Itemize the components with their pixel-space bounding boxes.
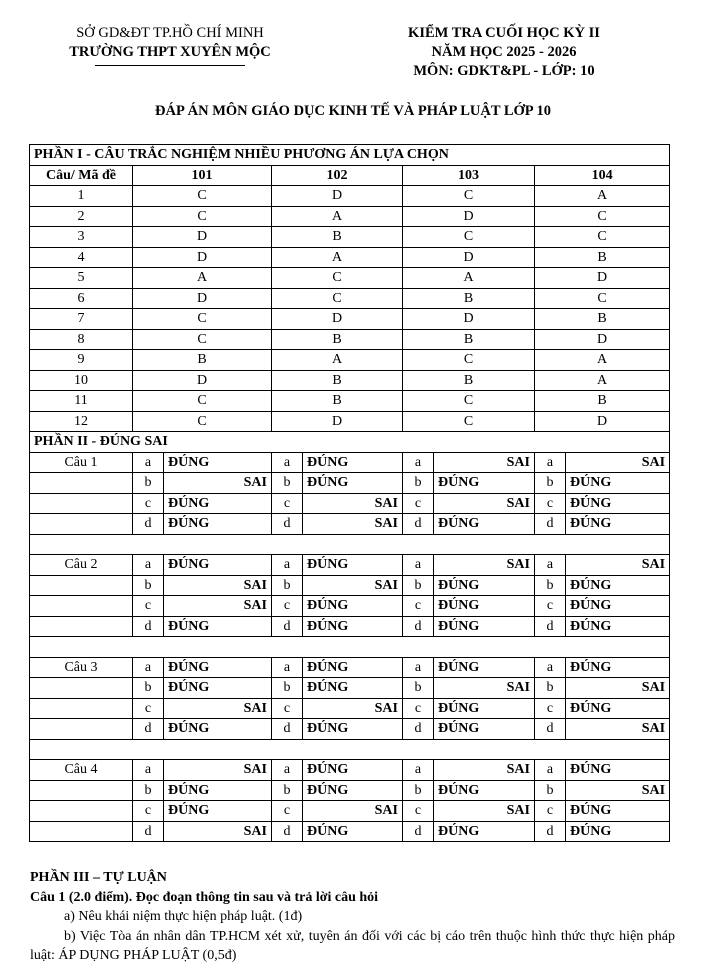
statement-letter: d <box>272 719 303 740</box>
tf-answer-cell: ĐÚNG <box>164 493 272 514</box>
tf-answer-cell: ĐÚNG <box>303 596 403 617</box>
tf-answer-cell: ĐÚNG <box>434 473 535 494</box>
tf-answer-cell: ĐÚNG <box>164 678 272 699</box>
tf-answer-cell: SAI <box>164 575 272 596</box>
mc-answer-row <box>30 186 670 207</box>
header-right <box>374 24 634 81</box>
mc-answer-cell: D <box>272 186 403 207</box>
statement-letter: d <box>272 821 303 842</box>
exam-name: KIỂM TRA CUỐI HỌC KỲ II <box>408 25 600 41</box>
mc-answer-cell: B <box>535 247 670 268</box>
tf-answer-cell: ĐÚNG <box>164 514 272 535</box>
mc-answer-cell: A <box>272 206 403 227</box>
question-number: 11 <box>30 391 133 412</box>
tf-answer-row <box>30 616 670 637</box>
tf-answer-cell: ĐÚNG <box>164 657 272 678</box>
tf-answer-cell: ĐÚNG <box>566 575 670 596</box>
spacer-row <box>30 534 670 555</box>
tf-answer-cell: ĐÚNG <box>303 555 403 576</box>
statement-letter: d <box>403 616 434 637</box>
mc-answer-cell: C <box>133 186 272 207</box>
statement-letter: d <box>133 514 164 535</box>
exam-code-header: 101 <box>133 165 272 186</box>
tf-answer-cell: SAI <box>164 596 272 617</box>
statement-letter: b <box>535 473 566 494</box>
tf-answer-cell: ĐÚNG <box>434 575 535 596</box>
question-number: 4 <box>30 247 133 268</box>
header-divider <box>95 65 245 66</box>
mc-answer-row <box>30 329 670 350</box>
mc-answer-row <box>30 391 670 412</box>
mc-answer-row <box>30 411 670 432</box>
tf-question-label <box>30 514 133 535</box>
tf-answer-cell: SAI <box>303 493 403 514</box>
tf-answer-cell: SAI <box>566 678 670 699</box>
statement-letter: b <box>403 575 434 596</box>
mc-answer-row <box>30 247 670 268</box>
tf-answer-cell: SAI <box>434 493 535 514</box>
tf-question-label <box>30 596 133 617</box>
department-name: SỞ GD&ĐT TP.HỒ CHÍ MINH <box>76 25 264 41</box>
part2-title-row <box>30 432 670 453</box>
tf-answer-cell: ĐÚNG <box>566 760 670 781</box>
part3-title: PHẦN III – TỰ LUẬN <box>30 870 167 885</box>
mc-answer-cell: A <box>403 268 535 289</box>
tf-answer-cell: ĐÚNG <box>303 821 403 842</box>
tf-answer-cell: ĐÚNG <box>434 821 535 842</box>
subject-grade: MÔN: GDKT&PL - LỚP: 10 <box>413 63 595 79</box>
statement-letter: a <box>272 555 303 576</box>
mc-answer-row <box>30 350 670 371</box>
mc-answer-cell: C <box>403 186 535 207</box>
part1-header-row <box>30 165 670 186</box>
tf-question-label <box>30 801 133 822</box>
tf-answer-cell: ĐÚNG <box>303 780 403 801</box>
statement-letter: c <box>535 596 566 617</box>
statement-letter: d <box>535 514 566 535</box>
tf-answer-cell: SAI <box>434 452 535 473</box>
part3-section <box>30 868 675 966</box>
tf-question-label <box>30 719 133 740</box>
tf-answer-row <box>30 821 670 842</box>
statement-letter: b <box>272 678 303 699</box>
statement-letter: a <box>403 657 434 678</box>
mc-answer-cell: B <box>403 370 535 391</box>
tf-answer-cell: SAI <box>434 555 535 576</box>
mc-answer-cell: D <box>403 309 535 330</box>
tf-answer-cell: SAI <box>303 698 403 719</box>
mc-answer-cell: A <box>535 186 670 207</box>
exam-code-header: 102 <box>272 165 403 186</box>
mc-answer-cell: A <box>133 268 272 289</box>
mc-answer-cell: A <box>272 247 403 268</box>
statement-letter: b <box>272 575 303 596</box>
tf-answer-cell: ĐÚNG <box>303 657 403 678</box>
statement-letter: d <box>535 821 566 842</box>
tf-answer-cell: ĐÚNG <box>434 514 535 535</box>
question-number: 3 <box>30 227 133 248</box>
tf-answer-cell: ĐÚNG <box>566 514 670 535</box>
tf-answer-row <box>30 473 670 494</box>
tf-answer-cell: ĐÚNG <box>566 801 670 822</box>
statement-letter: b <box>403 780 434 801</box>
tf-question-label <box>30 780 133 801</box>
mc-answer-cell: C <box>272 268 403 289</box>
statement-letter: c <box>272 698 303 719</box>
question-code-label: Câu/ Mã đề <box>30 165 133 186</box>
tf-answer-cell: SAI <box>164 760 272 781</box>
statement-letter: b <box>133 678 164 699</box>
mc-answer-cell: B <box>535 391 670 412</box>
tf-answer-cell: ĐÚNG <box>164 555 272 576</box>
mc-answer-row <box>30 206 670 227</box>
spacer-cell <box>30 534 670 555</box>
tf-answer-cell: ĐÚNG <box>434 719 535 740</box>
statement-letter: c <box>403 493 434 514</box>
statement-letter: b <box>535 678 566 699</box>
part2-title: PHẦN II - ĐÚNG SAI <box>30 432 670 453</box>
statement-letter: c <box>403 801 434 822</box>
mc-answer-cell: B <box>272 329 403 350</box>
mc-answer-cell: C <box>535 288 670 309</box>
statement-letter: b <box>535 575 566 596</box>
mc-answer-cell: C <box>403 391 535 412</box>
exam-code-header: 103 <box>403 165 535 186</box>
mc-answer-cell: C <box>535 227 670 248</box>
tf-answer-row <box>30 514 670 535</box>
tf-answer-cell: SAI <box>566 719 670 740</box>
mc-answer-cell: C <box>133 309 272 330</box>
question-number: 5 <box>30 268 133 289</box>
tf-answer-cell: ĐÚNG <box>164 616 272 637</box>
statement-letter: a <box>133 657 164 678</box>
statement-letter: c <box>535 801 566 822</box>
statement-letter: c <box>403 698 434 719</box>
statement-letter: d <box>133 719 164 740</box>
tf-answer-row <box>30 780 670 801</box>
statement-letter: a <box>535 452 566 473</box>
tf-answer-cell: ĐÚNG <box>303 452 403 473</box>
tf-answer-row <box>30 678 670 699</box>
tf-question-label <box>30 821 133 842</box>
mc-answer-cell: B <box>272 227 403 248</box>
statement-letter: a <box>133 452 164 473</box>
mc-answer-cell: D <box>272 309 403 330</box>
tf-question-label <box>30 473 133 494</box>
header-left <box>40 24 300 66</box>
tf-question-label <box>30 678 133 699</box>
statement-letter: d <box>535 616 566 637</box>
tf-answer-cell: ĐÚNG <box>303 473 403 494</box>
exam-code-header: 104 <box>535 165 670 186</box>
tf-answer-cell: ĐÚNG <box>303 760 403 781</box>
mc-answer-cell: B <box>403 329 535 350</box>
tf-answer-cell: ĐÚNG <box>566 657 670 678</box>
question-number: 1 <box>30 186 133 207</box>
essay-question-1-a: a) Nêu khái niệm thực hiện pháp luật. (1đ) <box>64 909 303 924</box>
tf-answer-cell: SAI <box>164 821 272 842</box>
mc-answer-row <box>30 370 670 391</box>
mc-answer-cell: D <box>535 411 670 432</box>
tf-answer-cell: ĐÚNG <box>164 780 272 801</box>
tf-question-label <box>30 493 133 514</box>
essay-question-1-b: b) Việc Tòa án nhân dân TP.HCM xét xử, tuyên án đối với các bị cáo trên thuộc hình thức thực hiện pháp luật: ÁP DỤNG PHÁP LUẬT (0,5đ) <box>30 928 675 963</box>
spacer-cell <box>30 637 670 658</box>
statement-letter: a <box>272 760 303 781</box>
mc-answer-cell: A <box>272 350 403 371</box>
statement-letter: b <box>133 473 164 494</box>
statement-letter: d <box>403 821 434 842</box>
mc-answer-cell: C <box>403 227 535 248</box>
statement-letter: b <box>272 473 303 494</box>
statement-letter: c <box>133 596 164 617</box>
tf-question-label <box>30 616 133 637</box>
tf-answer-cell: ĐÚNG <box>164 801 272 822</box>
statement-letter: d <box>403 719 434 740</box>
mc-answer-cell: B <box>403 288 535 309</box>
statement-letter: a <box>403 452 434 473</box>
statement-letter: d <box>272 616 303 637</box>
statement-letter: a <box>403 555 434 576</box>
question-number: 12 <box>30 411 133 432</box>
statement-letter: d <box>535 719 566 740</box>
spacer-row <box>30 637 670 658</box>
statement-letter: c <box>133 801 164 822</box>
statement-letter: b <box>403 473 434 494</box>
spacer-row <box>30 739 670 760</box>
mc-answer-cell: C <box>272 288 403 309</box>
mc-answer-cell: A <box>535 370 670 391</box>
mc-answer-cell: B <box>272 370 403 391</box>
statement-letter: a <box>272 452 303 473</box>
tf-answer-cell: SAI <box>164 698 272 719</box>
statement-letter: d <box>133 616 164 637</box>
spacer-cell <box>30 739 670 760</box>
tf-question-label: Câu 1 <box>30 452 133 473</box>
tf-answer-cell: SAI <box>566 555 670 576</box>
mc-answer-cell: D <box>403 247 535 268</box>
tf-answer-cell: SAI <box>303 575 403 596</box>
school-name: TRƯỜNG THPT XUYÊN MỘC <box>69 44 271 60</box>
question-number: 2 <box>30 206 133 227</box>
statement-letter: c <box>535 698 566 719</box>
tf-answer-row <box>30 657 670 678</box>
question-number: 7 <box>30 309 133 330</box>
statement-letter: c <box>133 493 164 514</box>
answer-table <box>29 144 670 842</box>
tf-question-label <box>30 698 133 719</box>
tf-answer-cell: SAI <box>434 678 535 699</box>
mc-answer-cell: C <box>535 206 670 227</box>
tf-answer-row <box>30 760 670 781</box>
tf-answer-cell: ĐÚNG <box>566 821 670 842</box>
mc-answer-cell: C <box>133 391 272 412</box>
mc-answer-cell: D <box>133 227 272 248</box>
mc-answer-cell: C <box>403 411 535 432</box>
tf-answer-cell: SAI <box>434 760 535 781</box>
tf-answer-cell: ĐÚNG <box>434 698 535 719</box>
question-number: 8 <box>30 329 133 350</box>
tf-question-label: Câu 2 <box>30 555 133 576</box>
mc-answer-cell: D <box>133 247 272 268</box>
tf-answer-cell: ĐÚNG <box>434 616 535 637</box>
school-year: NĂM HỌC 2025 - 2026 <box>431 44 577 60</box>
statement-letter: a <box>133 555 164 576</box>
tf-answer-cell: ĐÚNG <box>566 616 670 637</box>
statement-letter: d <box>403 514 434 535</box>
tf-question-label: Câu 4 <box>30 760 133 781</box>
tf-answer-cell: ĐÚNG <box>434 780 535 801</box>
statement-letter: c <box>535 493 566 514</box>
tf-answer-cell: ĐÚNG <box>434 657 535 678</box>
statement-letter: c <box>272 493 303 514</box>
mc-answer-cell: C <box>133 411 272 432</box>
mc-answer-cell: C <box>133 329 272 350</box>
tf-answer-row <box>30 555 670 576</box>
statement-letter: a <box>535 760 566 781</box>
tf-answer-row <box>30 493 670 514</box>
tf-answer-cell: ĐÚNG <box>303 616 403 637</box>
mc-answer-cell: D <box>403 206 535 227</box>
tf-answer-row <box>30 801 670 822</box>
statement-letter: b <box>403 678 434 699</box>
tf-answer-cell: ĐÚNG <box>303 678 403 699</box>
tf-question-label <box>30 575 133 596</box>
mc-answer-cell: B <box>272 391 403 412</box>
mc-answer-cell: B <box>133 350 272 371</box>
statement-letter: a <box>535 555 566 576</box>
statement-letter: b <box>133 780 164 801</box>
mc-answer-cell: D <box>133 288 272 309</box>
mc-answer-row <box>30 309 670 330</box>
mc-answer-cell: D <box>133 370 272 391</box>
mc-answer-row <box>30 288 670 309</box>
statement-letter: a <box>403 760 434 781</box>
tf-answer-cell: ĐÚNG <box>566 698 670 719</box>
statement-letter: c <box>272 801 303 822</box>
statement-letter: c <box>133 698 164 719</box>
statement-letter: b <box>535 780 566 801</box>
mc-answer-cell: C <box>133 206 272 227</box>
mc-answer-cell: C <box>403 350 535 371</box>
question-number: 6 <box>30 288 133 309</box>
tf-question-label: Câu 3 <box>30 657 133 678</box>
tf-answer-cell: SAI <box>303 514 403 535</box>
tf-answer-row <box>30 596 670 617</box>
statement-letter: d <box>133 821 164 842</box>
tf-answer-cell: ĐÚNG <box>566 493 670 514</box>
statement-letter: a <box>272 657 303 678</box>
mc-answer-row <box>30 268 670 289</box>
mc-answer-cell: D <box>272 411 403 432</box>
statement-letter: d <box>272 514 303 535</box>
statement-letter: c <box>272 596 303 617</box>
mc-answer-cell: B <box>535 309 670 330</box>
tf-answer-cell: ĐÚNG <box>566 473 670 494</box>
document-title: ĐÁP ÁN MÔN GIÁO DỤC KINH TẾ VÀ PHÁP LUẬT LỚP 10 <box>155 103 551 119</box>
tf-answer-cell: ĐÚNG <box>164 452 272 473</box>
tf-answer-row <box>30 575 670 596</box>
tf-answer-cell: SAI <box>434 801 535 822</box>
question-number: 9 <box>30 350 133 371</box>
statement-letter: b <box>272 780 303 801</box>
essay-question-1-heading: Câu 1 (2.0 điểm). Đọc đoạn thông tin sau và trả lời câu hỏi <box>30 889 379 905</box>
tf-answer-cell: ĐÚNG <box>434 596 535 617</box>
tf-answer-row <box>30 698 670 719</box>
mc-answer-cell: A <box>535 350 670 371</box>
part1-title-row <box>30 145 670 166</box>
statement-letter: c <box>403 596 434 617</box>
mc-answer-cell: D <box>535 268 670 289</box>
tf-answer-cell: SAI <box>566 452 670 473</box>
statement-letter: a <box>535 657 566 678</box>
tf-answer-row <box>30 719 670 740</box>
tf-answer-cell: SAI <box>303 801 403 822</box>
tf-answer-cell: SAI <box>164 473 272 494</box>
tf-answer-cell: SAI <box>566 780 670 801</box>
tf-answer-cell: ĐÚNG <box>303 719 403 740</box>
part1-title: PHẦN I - CÂU TRẮC NGHIỆM NHIỀU PHƯƠNG ÁN LỰA CHỌN <box>30 145 670 166</box>
statement-letter: a <box>133 760 164 781</box>
mc-answer-row <box>30 227 670 248</box>
tf-answer-row <box>30 452 670 473</box>
question-number: 10 <box>30 370 133 391</box>
mc-answer-cell: D <box>535 329 670 350</box>
statement-letter: b <box>133 575 164 596</box>
tf-answer-cell: ĐÚNG <box>566 596 670 617</box>
tf-answer-cell: ĐÚNG <box>164 719 272 740</box>
